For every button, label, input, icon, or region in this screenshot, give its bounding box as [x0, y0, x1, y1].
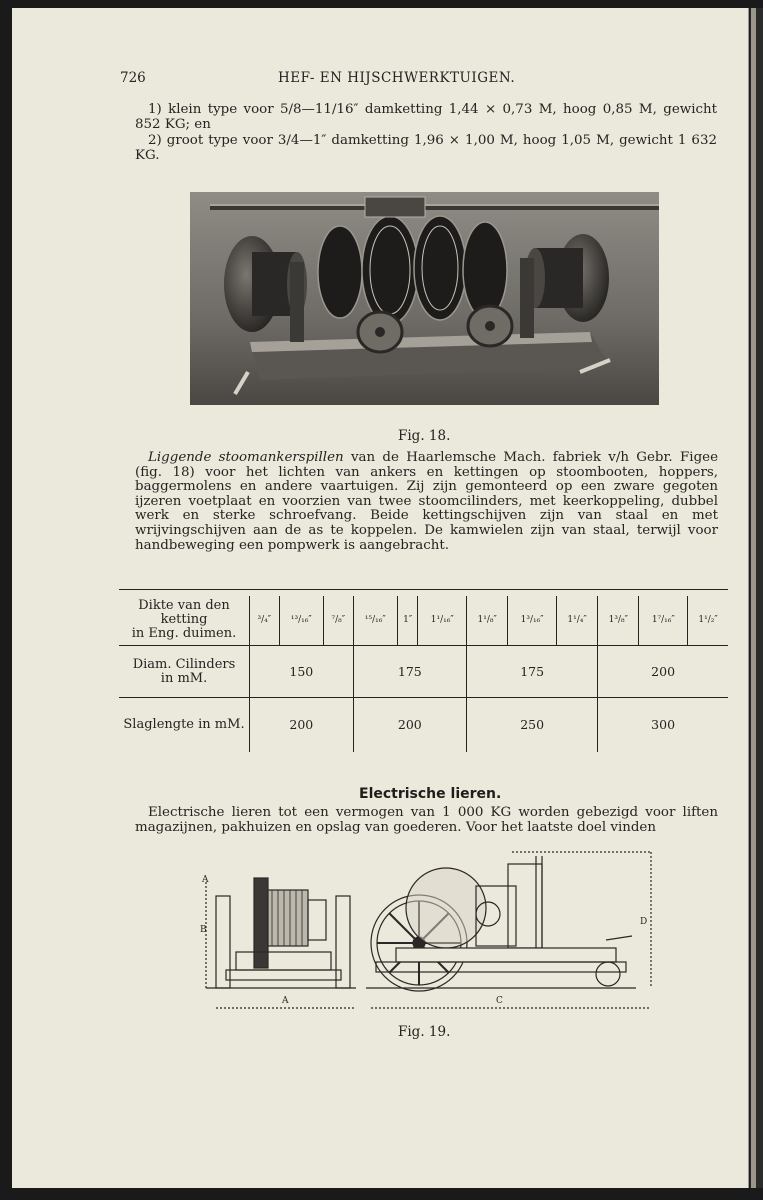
row-label-stroke: Slaglengte in mM.: [119, 698, 250, 752]
section-paragraph: Electrische lieren tot een vermogen van 1 000 KG worden gebezigd voor liften magazijnen, pakhuizen en opslag van goederen. Voor het laatste doel vinden: [135, 805, 718, 835]
page-edge: [750, 8, 763, 1188]
figure-19-drawing: [196, 848, 662, 1018]
label-b: B: [200, 925, 207, 935]
diam-cell: 150: [250, 646, 354, 698]
spec-table: [119, 589, 728, 752]
size-cell: ¹⁵/₁₆″: [353, 596, 397, 646]
intro-item-2: 2) groot type voor 3/4—1″ damketting 1,96 × 1,00 M, hoog 1,05 M, gewicht 1 632 KG.: [135, 133, 717, 163]
paragraph-text: van de Haarlemsche Mach. fabriek v/h Gebr. Figee (fig. 18) voor het lichten van ankers en kettingen op stoombooten, hoppers, baggermolens en andere vaartuigen. Zij zijn gemonteerd op een zware gegoten ijzeren voetplaat en voorzien van twee stoomcilinders, met keerkoppeling, dubbel werk en sterke schroefvang. Beide kettingschijven zijn van staal en met wrijvingschijven aan de as te koppelen. De kamwielen zijn van staal, terwijl voor handbeweging een pompwerk is aangebracht.: [135, 450, 718, 553]
diam-cell: 200: [651, 664, 676, 679]
size-cell: 1¹/₈″: [467, 596, 508, 646]
stroke-cell: 200: [250, 698, 354, 752]
diam-cell: 175: [467, 646, 598, 698]
label-d: D: [640, 917, 648, 927]
size-cell: 1³/₈″: [598, 596, 639, 646]
size-cell: 1⁷/₁₆″: [639, 596, 688, 646]
size-cell: 1¹/₁₆″: [418, 596, 467, 646]
size-cell: 1″: [397, 596, 417, 646]
section-title: Electrische lieren.: [359, 786, 502, 802]
size-cell: ¹³/₁₆″: [279, 596, 323, 646]
label-a: A: [282, 996, 289, 1006]
figure-18-caption: Fig. 18.: [398, 428, 451, 444]
italic-lead: Liggende stoomankerspillen: [148, 450, 344, 465]
stroke-cell: 300: [651, 717, 676, 733]
table-row-stroke: [119, 698, 728, 752]
row-label-size: Dikte van den ketting in Eng. duimen.: [119, 596, 250, 646]
figure-18-photo: [190, 192, 659, 405]
size-cell: ³/₄″: [250, 596, 280, 646]
diam-cell: 175: [353, 646, 466, 698]
figure-19-caption: Fig. 19.: [398, 1024, 451, 1040]
running-title: HEF- EN HIJSCHWERKTUIGEN.: [278, 70, 516, 86]
row-label-diam: Diam. Cilinders in mM.: [119, 646, 250, 698]
size-cell: 1¹/₄″: [556, 596, 597, 646]
table-row-diam: [119, 646, 728, 698]
label-a-top: A: [202, 875, 209, 885]
label-c: C: [496, 996, 503, 1006]
paragraph-ankerspillen: [135, 451, 718, 553]
table-row-size: [119, 596, 728, 646]
size-cell: 1³/₁₆″: [508, 596, 557, 646]
page-number: 726: [120, 70, 146, 86]
stroke-cell: 250: [467, 698, 598, 752]
size-cell: 1¹/₂″: [698, 615, 718, 626]
stroke-cell: 200: [353, 698, 466, 752]
size-cell: ⁷/₈″: [323, 596, 353, 646]
intro-item-1: 1) klein type voor 5/8—11/16″ damketting 1,44 × 0,73 M, hoog 0,85 M, gewicht 852 KG; en: [135, 102, 717, 132]
